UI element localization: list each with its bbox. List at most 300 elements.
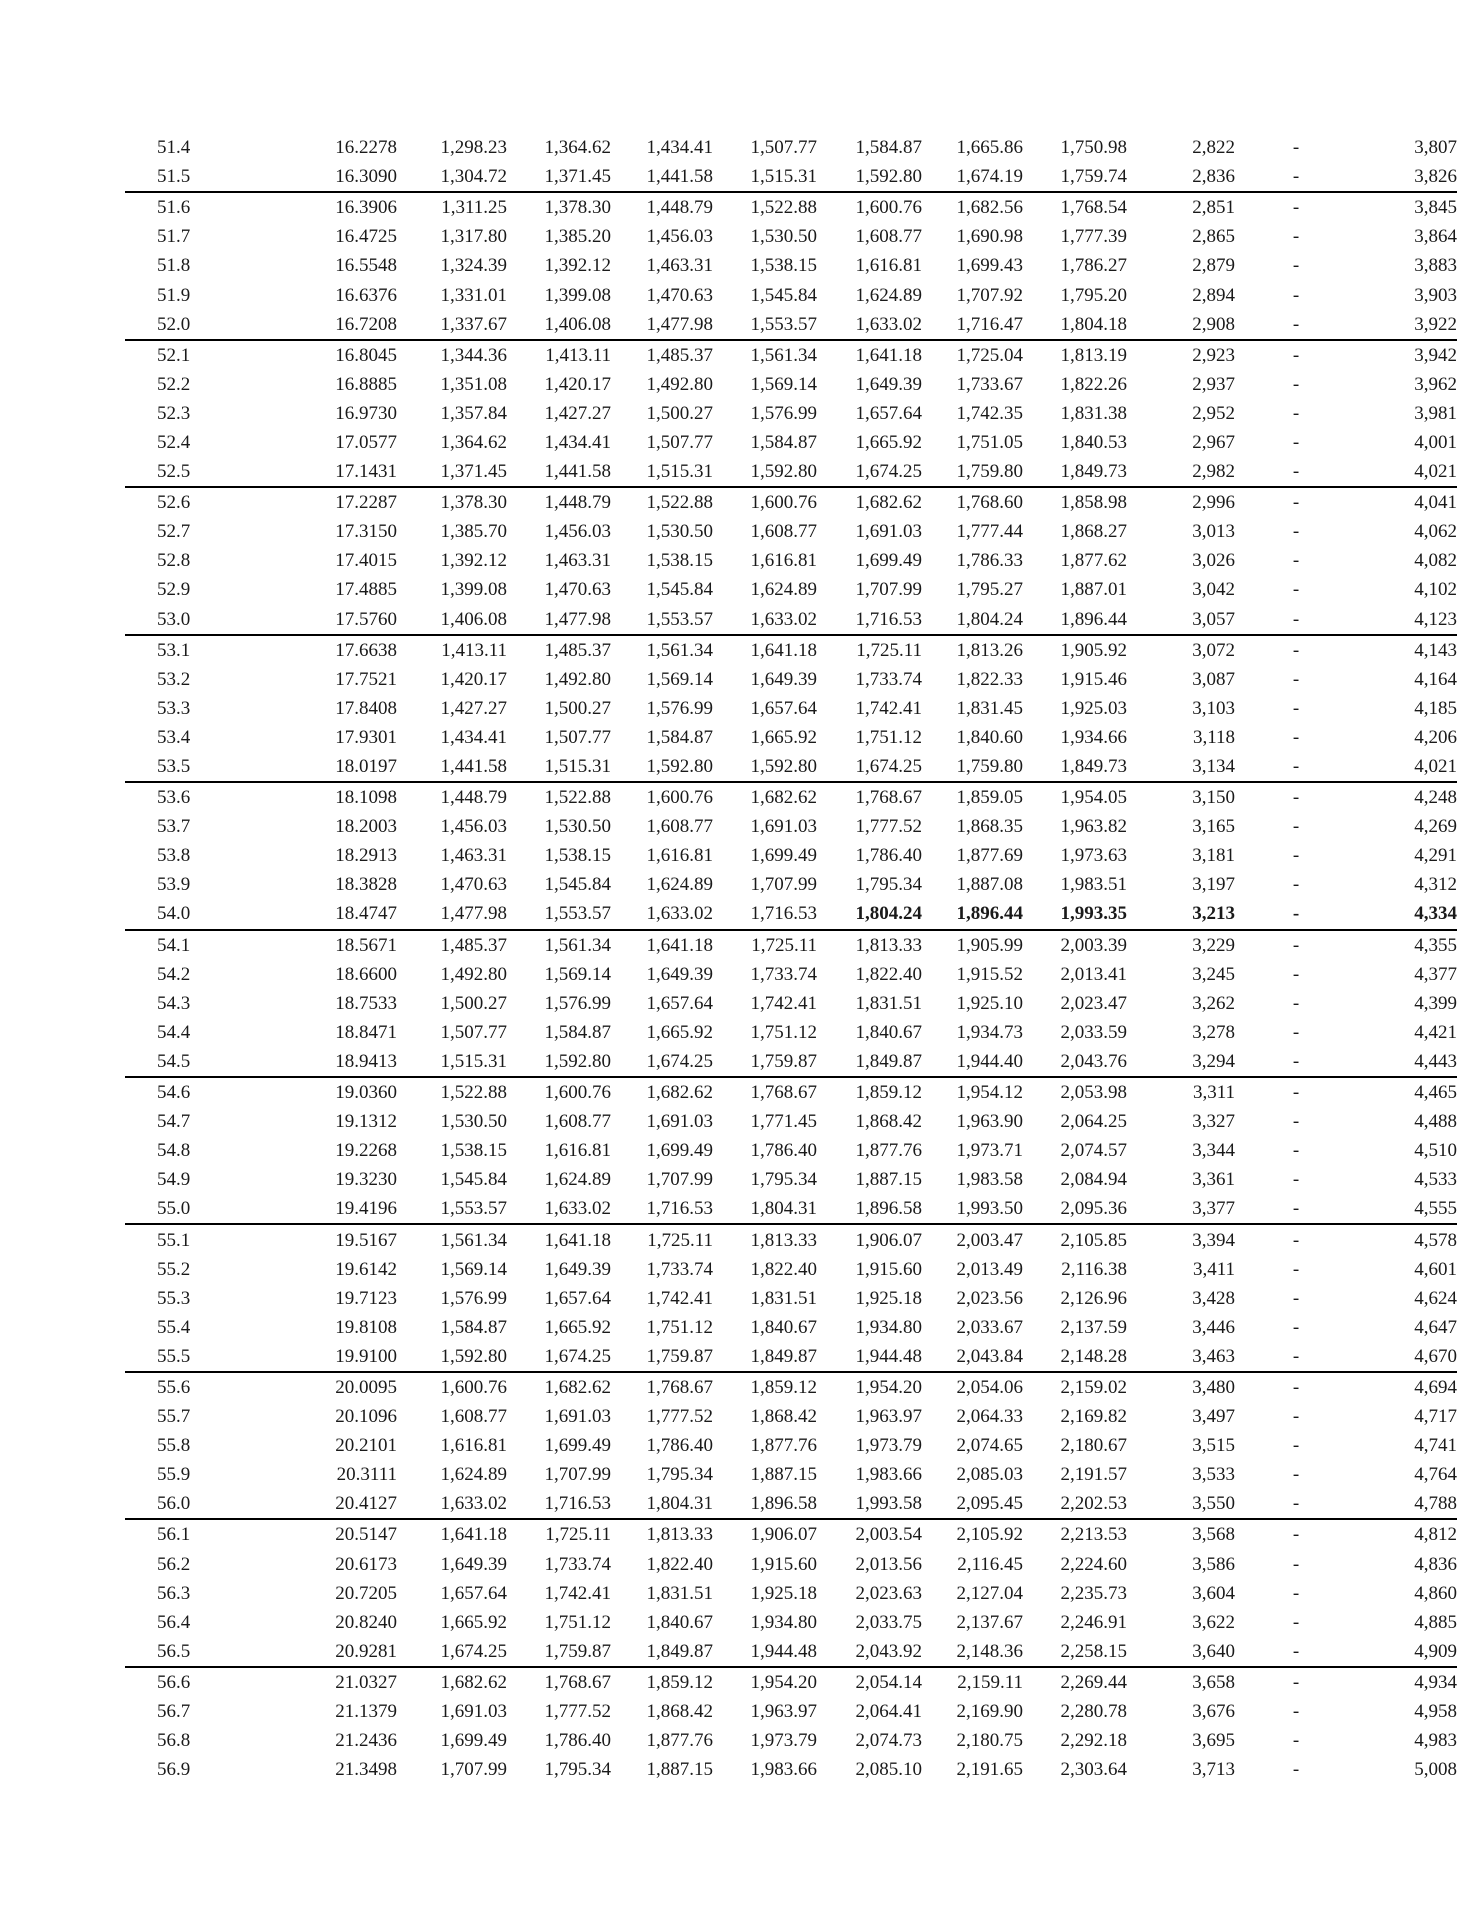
table-cell: 2,074.73 (855, 1730, 922, 1752)
table-cell: 3,311 (1127, 1077, 1235, 1107)
table-cell: 3,807 (1414, 137, 1457, 159)
table-cell: 4,269 (1414, 816, 1457, 838)
table-cell: 3,568 (1127, 1519, 1235, 1549)
table-cell: 1,515.31 (750, 166, 817, 188)
table-row (125, 870, 1457, 899)
table-cell: 52.7 (157, 521, 191, 543)
table-cell: 1,674.25 (855, 461, 922, 483)
table-cell: 2,952 (1192, 402, 1235, 424)
table-cell: 2,180.67 (1060, 1435, 1127, 1457)
table-cell: 53.2 (157, 668, 191, 690)
table-cell: 1,682.62 (817, 487, 922, 517)
table-cell: 3,344 (1192, 1140, 1235, 1162)
table-cell: 53.4 (157, 726, 191, 748)
table-cell: 1,983.66 (750, 1759, 817, 1781)
table-cell: 1,507.77 (646, 431, 713, 453)
table-cell: - (1292, 874, 1300, 896)
table-cell: 1,507.77 (440, 1021, 507, 1043)
table-cell: 52.5 (157, 461, 191, 483)
table-cell: 4,443 (1414, 1050, 1457, 1072)
table-cell: 1,682.62 (611, 1077, 713, 1107)
table-cell: 1,751.12 (750, 1021, 817, 1043)
table-cell: 55.4 (157, 1316, 191, 1338)
table-cell: 4,062 (1414, 521, 1457, 543)
table-cell: - (1292, 1611, 1300, 1633)
table-cell: 1,804.31 (750, 1198, 817, 1220)
table-cell: 1,649.39 (855, 373, 922, 395)
table-cell: 2,923 (1127, 340, 1235, 370)
table-cell: 3,903 (1414, 284, 1457, 306)
table-cell: 1,624.89 (440, 1464, 507, 1486)
table-cell: 2,053.98 (1023, 1077, 1127, 1107)
table-cell: 1,522.88 (507, 782, 611, 812)
table-cell: 1,657.64 (750, 697, 817, 719)
table-cell: - (1292, 1198, 1300, 1220)
table-cell: - (1292, 1050, 1300, 1072)
table-cell: 1,804.24 (956, 608, 1023, 630)
table-cell: 1,795.34 (544, 1759, 611, 1781)
table-cell: 20.3111 (336, 1464, 397, 1486)
table-cell: 2,023.56 (956, 1287, 1023, 1309)
table-cell: 1,934.80 (750, 1611, 817, 1633)
table-cell: 17.1431 (335, 461, 397, 483)
table-cell: 1,768.60 (922, 487, 1023, 517)
table-cell: 19.4196 (335, 1198, 397, 1220)
table-cell: 1,456.03 (544, 521, 611, 543)
table-cell: 4,885 (1414, 1611, 1457, 1633)
table-cell: 1,963.82 (1060, 816, 1127, 838)
table-cell: - (1235, 782, 1325, 812)
table-cell: 1,406.08 (544, 313, 611, 335)
table-cell: 3,134 (1192, 756, 1235, 778)
table-cell: 1,840.67 (750, 1316, 817, 1338)
table-cell: 1,813.33 (611, 1519, 713, 1549)
table-cell: 1,831.51 (750, 1287, 817, 1309)
table-row (125, 1697, 1457, 1726)
table-cell: 1,733.74 (544, 1553, 611, 1575)
table-cell: 1,795.34 (855, 874, 922, 896)
table-cell: 1,733.74 (646, 1258, 713, 1280)
table-cell: 2,054.14 (817, 1667, 922, 1697)
table-cell: 2,258.15 (1060, 1640, 1127, 1662)
table-cell: 1,751.12 (646, 1316, 713, 1338)
table-cell: 2,043.84 (956, 1345, 1023, 1367)
table-cell: 1,561.34 (713, 340, 817, 370)
table-row (125, 1608, 1457, 1637)
table-cell: 16.3090 (335, 166, 397, 188)
table-cell: 1,771.45 (750, 1111, 817, 1133)
table-row (125, 340, 1457, 370)
table-cell: 2,280.78 (1060, 1701, 1127, 1723)
table-cell: 17.5760 (335, 608, 397, 630)
table-cell: 16.9730 (335, 402, 397, 424)
table-row (125, 1136, 1457, 1165)
table-row (125, 1224, 1457, 1254)
table-cell: 1,553.57 (750, 313, 817, 335)
table-cell: 1,399.08 (544, 284, 611, 306)
table-row (125, 1047, 1457, 1077)
table-cell: 2,116.45 (957, 1553, 1023, 1575)
table-cell: 1,576.99 (440, 1287, 507, 1309)
table-cell: 1,759.74 (1060, 166, 1127, 188)
table-cell: 17.9301 (335, 726, 397, 748)
table-cell: 1,813.19 (1023, 340, 1127, 370)
table-cell: 53.0 (157, 608, 191, 630)
table-cell: 1,576.99 (646, 697, 713, 719)
table-cell: 1,840.67 (646, 1611, 713, 1633)
table-cell: 1,592.80 (855, 166, 922, 188)
table-cell: 1,954.20 (713, 1667, 817, 1697)
table-cell: 1,733.74 (750, 963, 817, 985)
table-cell: 4,021 (1414, 756, 1457, 778)
table-cell: 1,665.92 (440, 1611, 507, 1633)
table-cell: 4,788 (1414, 1493, 1457, 1515)
table-cell: 2,126.96 (1060, 1287, 1127, 1309)
table-cell: 1,887.08 (956, 874, 1023, 896)
table-cell: 2,003.47 (922, 1224, 1023, 1254)
table-cell: 1,925.18 (750, 1582, 817, 1604)
table-row (125, 133, 1457, 162)
table-cell: 17.0577 (335, 431, 397, 453)
table-cell: 1,344.36 (397, 340, 507, 370)
table-cell: 1,691.03 (646, 1111, 713, 1133)
table-cell: - (1235, 635, 1325, 665)
table-cell: 20.2101 (335, 1435, 397, 1457)
table-cell: 1,561.34 (611, 635, 713, 665)
table-cell: - (1292, 1406, 1300, 1428)
table-row (125, 1431, 1457, 1460)
table-cell: 1,768.67 (817, 782, 922, 812)
table-cell: 1,608.77 (544, 1111, 611, 1133)
table-cell: 4,578 (1325, 1224, 1457, 1254)
table-cell: 2,879 (1192, 255, 1235, 277)
table-cell: 1,691.03 (544, 1406, 611, 1428)
table-cell: 1,759.87 (544, 1640, 611, 1662)
table-cell: 52.4 (157, 431, 191, 453)
table-cell: 3,845 (1325, 192, 1457, 222)
table-cell: 1,786.40 (544, 1730, 611, 1752)
table-cell: 1,665.92 (855, 431, 922, 453)
table-cell: 1,448.79 (611, 192, 713, 222)
table-row (125, 1489, 1457, 1519)
table-cell: 3,497 (1192, 1406, 1235, 1428)
table-cell: 17.4885 (335, 579, 397, 601)
table-cell: 1,515.31 (646, 461, 713, 483)
table-cell: 1,624.89 (646, 874, 713, 896)
table-cell: - (1235, 1519, 1325, 1549)
table-cell: 3,658 (1127, 1667, 1235, 1697)
table-cell: 2,202.53 (1060, 1493, 1127, 1515)
table-cell: 52.1 (125, 340, 221, 370)
table-cell: 3,072 (1127, 635, 1235, 665)
table-cell: 3,676 (1192, 1701, 1235, 1723)
table-cell: 1,699.49 (750, 845, 817, 867)
table-cell: 2,095.36 (1060, 1198, 1127, 1220)
table-cell: 1,530.50 (544, 816, 611, 838)
table-cell: 2,105.85 (1023, 1224, 1127, 1254)
table-cell: 19.5167 (221, 1224, 397, 1254)
table-cell: 1,716.47 (956, 313, 1023, 335)
table-cell: 1,831.51 (646, 1582, 713, 1604)
table-cell: 1,896.44 (956, 903, 1023, 925)
table-cell: 51.7 (157, 226, 191, 248)
table-cell: 18.1098 (221, 782, 397, 812)
table-cell: 3,533 (1192, 1464, 1235, 1486)
table-cell: 1,616.81 (855, 255, 922, 277)
table-cell: 3,695 (1192, 1730, 1235, 1752)
table-cell: - (1292, 550, 1300, 572)
table-cell: - (1292, 816, 1300, 838)
table-cell: 1,530.50 (440, 1111, 507, 1133)
table-cell: 1,768.67 (507, 1667, 611, 1697)
table-cell: 3,245 (1192, 963, 1235, 985)
table-cell: 1,477.98 (646, 313, 713, 335)
table-row (125, 665, 1457, 694)
table-cell: 1,716.53 (646, 1198, 713, 1220)
table-cell: 20.9281 (335, 1640, 397, 1662)
table-cell: - (1292, 963, 1300, 985)
table-cell: 56.7 (157, 1701, 191, 1723)
table-cell: 3,294 (1192, 1050, 1235, 1072)
table-cell: 1,616.81 (440, 1435, 507, 1457)
table-cell: 1,804.24 (855, 903, 922, 925)
table-cell: 56.2 (157, 1553, 191, 1575)
table-cell: 1,317.80 (440, 226, 507, 248)
table-cell: 1,699.43 (956, 255, 1023, 277)
table-cell: 1,733.67 (956, 373, 1023, 395)
table-cell: 3,942 (1325, 340, 1457, 370)
table-cell: 20.7205 (335, 1582, 397, 1604)
table-cell: 2,023.63 (855, 1582, 922, 1604)
table-cell: 1,944.48 (855, 1345, 922, 1367)
table-cell: 1,456.03 (646, 226, 713, 248)
table-cell: 1,877.76 (646, 1730, 713, 1752)
table-cell: 1,545.84 (440, 1169, 507, 1191)
table-row (125, 1726, 1457, 1755)
table-cell: 1,934.66 (1060, 726, 1127, 748)
table-cell: 4,958 (1414, 1701, 1457, 1723)
table-cell: - (1292, 697, 1300, 719)
table-cell: - (1235, 930, 1325, 960)
table-row (125, 1077, 1457, 1107)
table-cell: - (1292, 1730, 1300, 1752)
table-cell: 2,836 (1192, 166, 1235, 188)
table-cell: 1,633.02 (544, 1198, 611, 1220)
table-cell: 1,641.18 (507, 1224, 611, 1254)
table-cell: - (1292, 1582, 1300, 1604)
table-cell: 2,064.33 (956, 1406, 1023, 1428)
table-cell: 1,569.14 (544, 963, 611, 985)
table-cell: 1,751.12 (544, 1611, 611, 1633)
table-cell: 2,865 (1192, 226, 1235, 248)
table-cell: - (1292, 1640, 1300, 1662)
table-cell: 55.8 (157, 1435, 191, 1457)
table-cell: 1,649.39 (544, 1258, 611, 1280)
table-cell: 1,742.35 (956, 402, 1023, 424)
table-cell: 18.2003 (335, 816, 397, 838)
table-cell: 1,665.92 (646, 1021, 713, 1043)
table-cell: 1,831.51 (855, 992, 922, 1014)
table-row (125, 310, 1457, 340)
table-cell: 2,908 (1192, 313, 1235, 335)
table-cell: 16.3906 (221, 192, 397, 222)
table-cell: 56.0 (157, 1493, 191, 1515)
table-cell: 19.1312 (335, 1111, 397, 1133)
table-cell: 1,768.67 (611, 1372, 713, 1402)
table-cell: - (1292, 1553, 1300, 1575)
table-row (125, 1313, 1457, 1342)
table-cell: 1,624.89 (750, 579, 817, 601)
table-cell: 18.3828 (335, 874, 397, 896)
table-cell: 2,137.59 (1060, 1316, 1127, 1338)
table-cell: 1,725.11 (713, 930, 817, 960)
table-cell: 1,682.56 (922, 192, 1023, 222)
table-cell: 1,699.49 (544, 1435, 611, 1457)
table-cell: 1,385.20 (544, 226, 611, 248)
table-cell: 53.8 (157, 845, 191, 867)
table-cell: 1,877.76 (750, 1435, 817, 1457)
table-cell: 1,768.67 (713, 1077, 817, 1107)
table-cell: 21.2436 (335, 1730, 397, 1752)
table-cell: 4,001 (1414, 431, 1457, 453)
table-cell: - (1292, 992, 1300, 1014)
table-cell: 1,840.53 (1060, 431, 1127, 453)
table-cell: 1,569.14 (750, 373, 817, 395)
table-cell: 3,150 (1127, 782, 1235, 812)
table-row (125, 899, 1457, 929)
table-cell: 1,759.80 (956, 756, 1023, 778)
table-row (125, 192, 1457, 222)
table-row (125, 222, 1457, 251)
table-cell: 51.8 (157, 255, 191, 277)
table-cell: 1,849.73 (1060, 756, 1127, 778)
table-cell: 2,013.56 (855, 1553, 922, 1575)
table-cell: 51.6 (125, 192, 221, 222)
table-cell: 56.9 (157, 1759, 191, 1781)
table-cell: 4,377 (1414, 963, 1457, 985)
table-cell: 3,883 (1414, 255, 1457, 277)
table-cell: 1,896.44 (1060, 608, 1127, 630)
table-cell: 17.8408 (335, 697, 397, 719)
table-cell: 53.3 (157, 697, 191, 719)
table-cell: 1,973.79 (855, 1435, 922, 1457)
table-cell: 1,608.77 (750, 521, 817, 543)
table-cell: 1,485.37 (611, 340, 713, 370)
table-cell: 2,235.73 (1060, 1582, 1127, 1604)
table-cell: 1,993.35 (1060, 903, 1127, 925)
table-cell: 1,364.62 (544, 137, 611, 159)
table-cell: 1,522.88 (397, 1077, 507, 1107)
table-cell: 1,674.25 (544, 1345, 611, 1367)
table-cell: 2,269.44 (1023, 1667, 1127, 1697)
table-cell: 1,477.98 (440, 903, 507, 925)
table-cell: 1,311.25 (397, 192, 507, 222)
table-cell: 1,427.27 (440, 697, 507, 719)
table-cell: 54.8 (157, 1140, 191, 1162)
table-cell: 1,777.52 (544, 1701, 611, 1723)
table-cell: 3,604 (1192, 1582, 1235, 1604)
table-cell: 17.6638 (221, 635, 397, 665)
table-cell: 1,993.58 (855, 1493, 922, 1515)
table-cell: 52.6 (125, 487, 221, 517)
table-cell: - (1292, 226, 1300, 248)
table-cell: 1,831.45 (956, 697, 1023, 719)
table-cell: 54.7 (157, 1111, 191, 1133)
table-cell: 3,181 (1192, 845, 1235, 867)
table-cell: 1,364.62 (440, 431, 507, 453)
table-cell: 55.7 (157, 1406, 191, 1428)
table-cell: 51.5 (157, 166, 191, 188)
table-cell: 2,043.76 (1060, 1050, 1127, 1072)
table-cell: 4,670 (1414, 1345, 1457, 1367)
table-cell: 4,764 (1414, 1464, 1457, 1486)
table-cell: - (1235, 1667, 1325, 1697)
table-cell: 3,446 (1192, 1316, 1235, 1338)
table-cell: 1,584.87 (855, 137, 922, 159)
table-cell: - (1235, 192, 1325, 222)
table-cell: 16.4725 (335, 226, 397, 248)
table-cell: 1,795.34 (750, 1169, 817, 1191)
table-cell: 1,633.02 (646, 903, 713, 925)
table-cell: 1,441.58 (440, 756, 507, 778)
table-row (125, 723, 1457, 752)
table-cell: 19.2268 (335, 1140, 397, 1162)
table-cell: 56.5 (157, 1640, 191, 1662)
table-row (125, 1018, 1457, 1047)
rate-table (125, 133, 1457, 1784)
table-row (125, 930, 1457, 960)
table-cell: 1,600.76 (611, 782, 713, 812)
table-cell: 1,934.73 (956, 1021, 1023, 1043)
table-cell: 54.0 (157, 903, 191, 925)
table-cell: 1,304.72 (440, 166, 507, 188)
table-cell: 1,804.31 (646, 1493, 713, 1515)
table-cell: 1,963.97 (750, 1701, 817, 1723)
table-cell: 1,973.71 (956, 1140, 1023, 1162)
table-row (125, 1255, 1457, 1284)
table-cell: 1,682.62 (397, 1667, 507, 1697)
table-cell: 1,553.57 (440, 1198, 507, 1220)
table-cell: 1,777.44 (956, 521, 1023, 543)
table-cell: 1,859.12 (713, 1372, 817, 1402)
table-cell: 2,982 (1192, 461, 1235, 483)
table-cell: 5,008 (1414, 1759, 1457, 1781)
table-cell: 16.6376 (335, 284, 397, 306)
table-cell: - (1292, 431, 1300, 453)
table-row (125, 989, 1457, 1018)
table-cell: 1,576.99 (750, 402, 817, 424)
table-cell: 1,759.87 (646, 1345, 713, 1367)
table-cell: 1,993.50 (956, 1198, 1023, 1220)
table-cell: 1,392.12 (544, 255, 611, 277)
table-cell: 2,159.02 (1023, 1372, 1127, 1402)
table-cell: 1,641.18 (713, 635, 817, 665)
table-cell: 53.5 (157, 756, 191, 778)
table-cell: 1,859.12 (817, 1077, 922, 1107)
table-row (125, 1519, 1457, 1549)
table-cell: 1,538.15 (544, 845, 611, 867)
table-cell: 4,041 (1325, 487, 1457, 517)
table-cell: 1,840.60 (956, 726, 1023, 748)
table-cell: 1,868.42 (855, 1111, 922, 1133)
table-cell: 1,665.86 (956, 137, 1023, 159)
table-cell: 16.8885 (335, 373, 397, 395)
table-cell: 1,905.92 (1023, 635, 1127, 665)
table-row (125, 694, 1457, 723)
table-cell: 1,759.80 (956, 461, 1023, 483)
table-cell: 1,905.99 (922, 930, 1023, 960)
table-row (125, 399, 1457, 428)
